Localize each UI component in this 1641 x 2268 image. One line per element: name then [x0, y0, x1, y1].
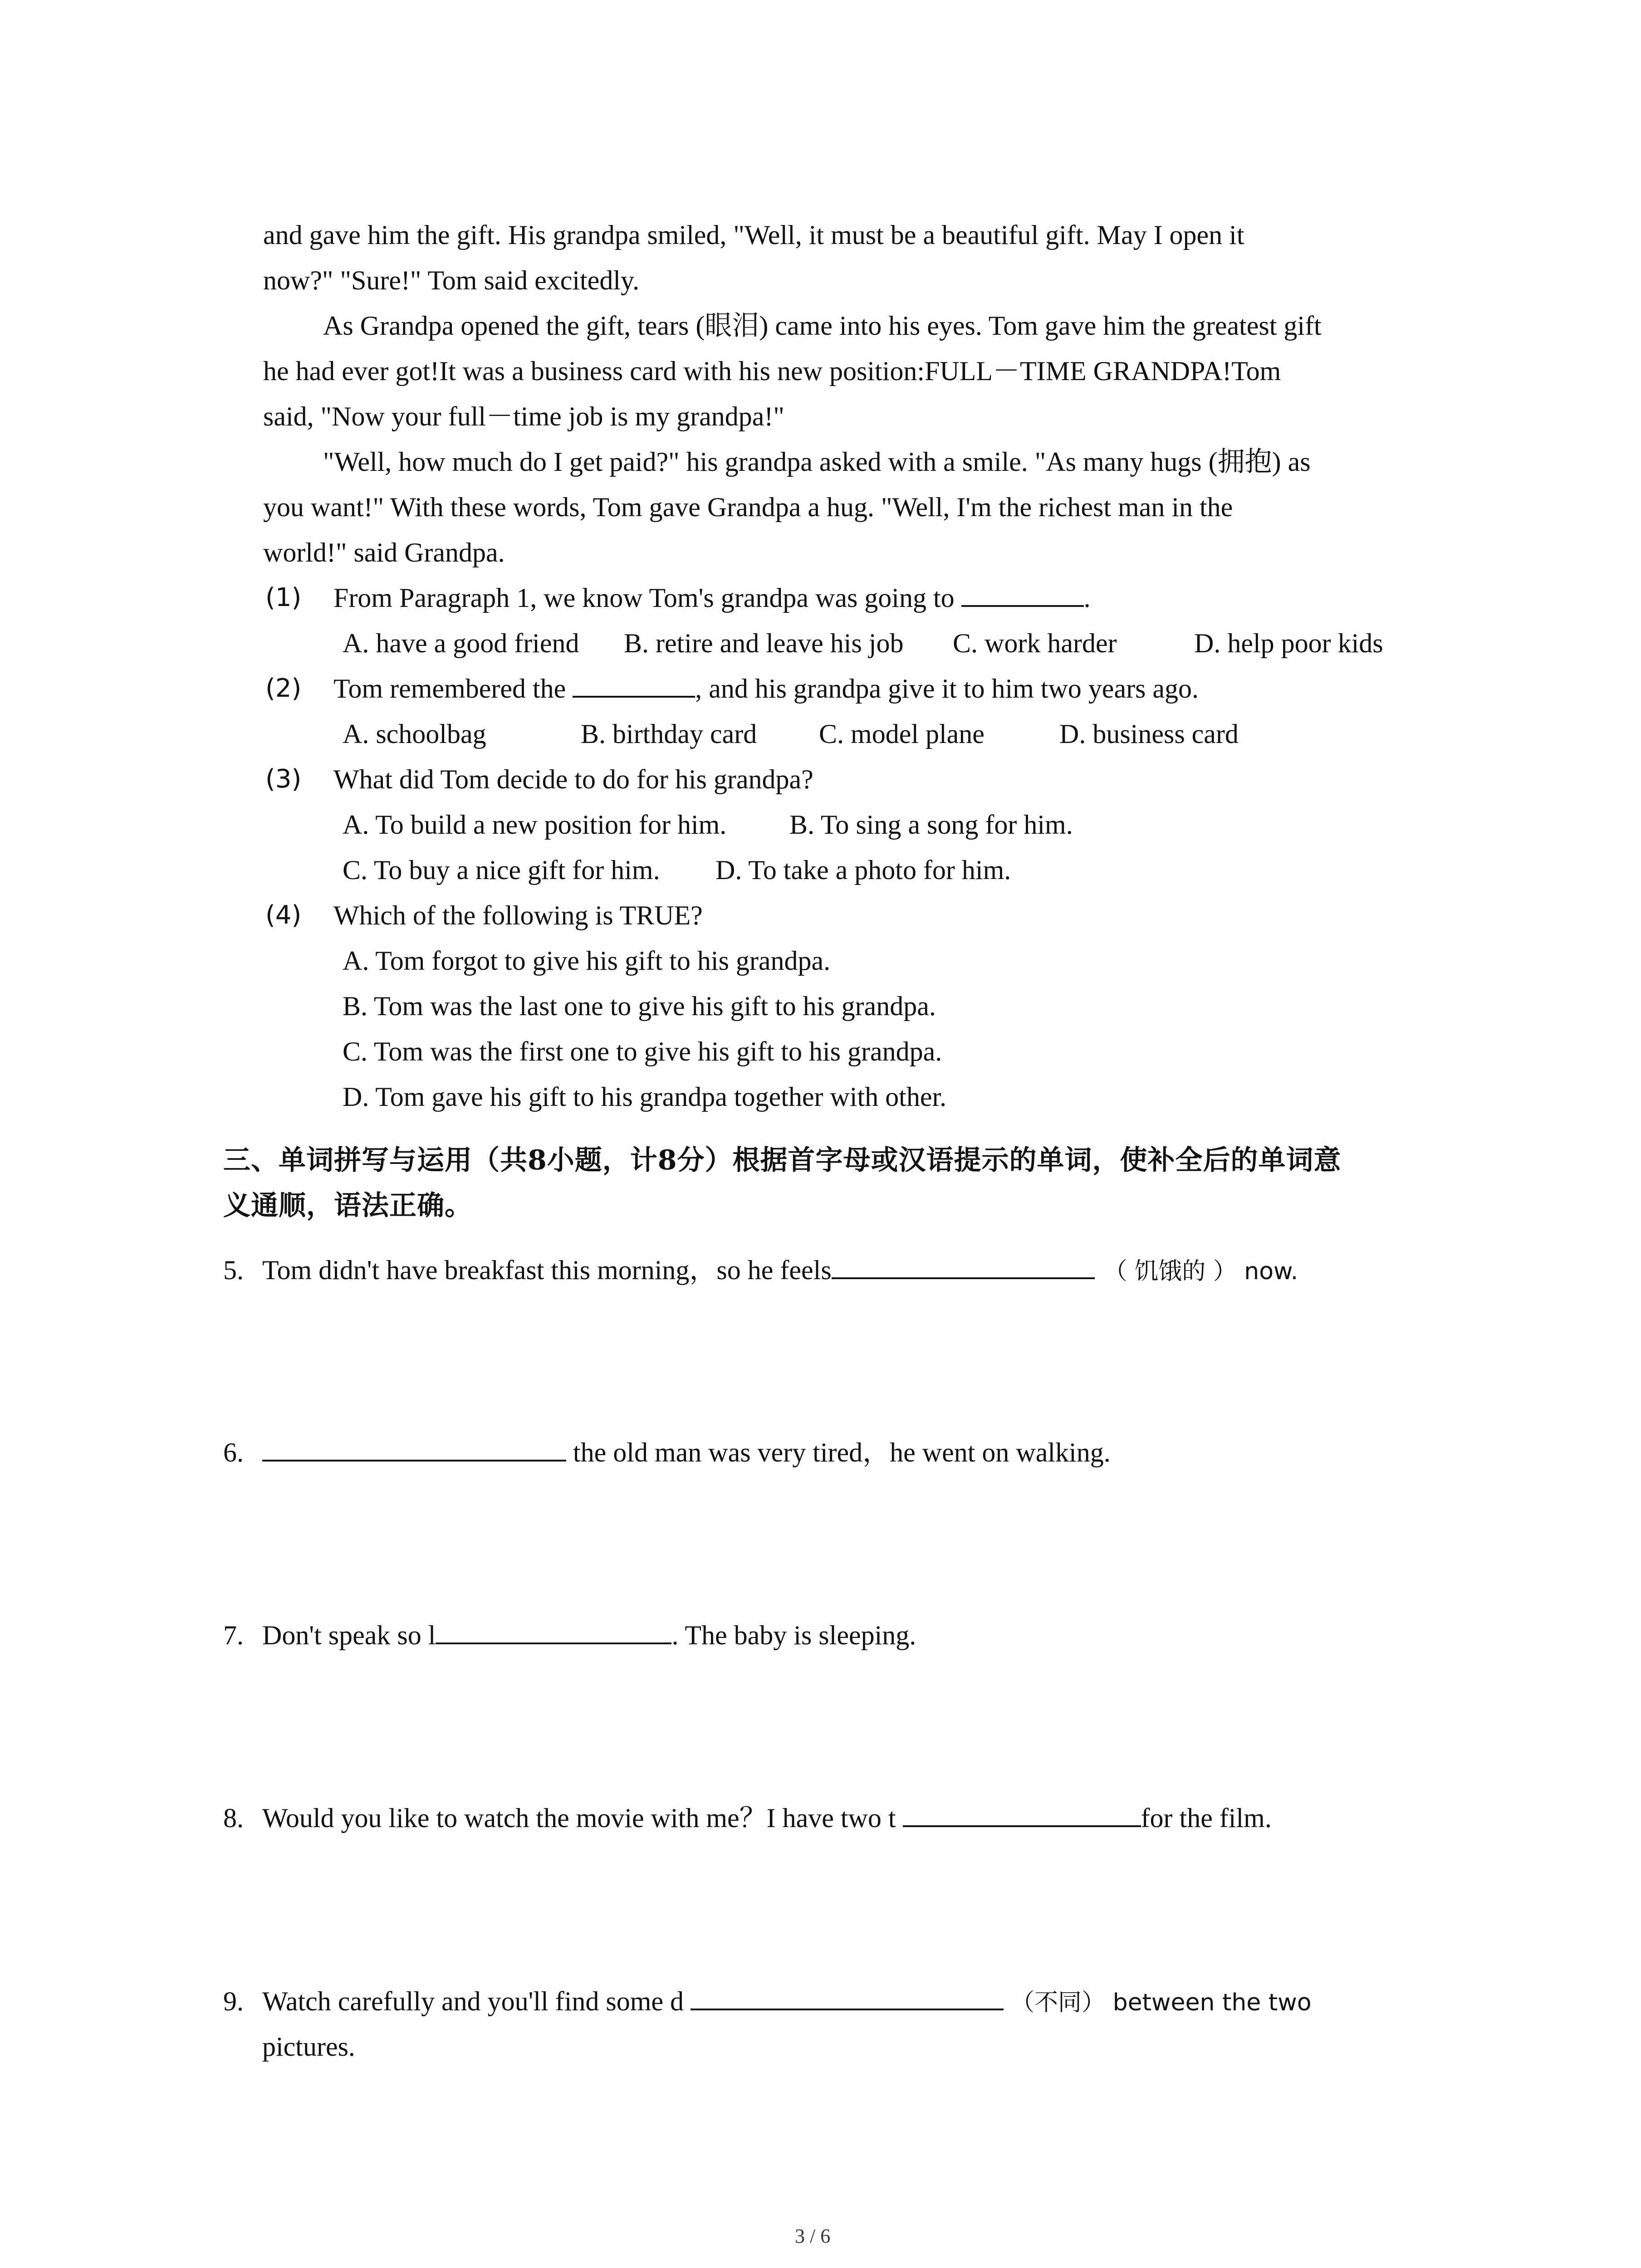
item-number: 8.	[223, 1803, 244, 1833]
option[interactable]: D. Tom gave his gift to his grandpa together with other.	[343, 1082, 947, 1112]
page-number: 3 / 6	[795, 2225, 831, 2247]
option[interactable]: A. Tom forgot to give his gift to his grandpa.	[343, 946, 831, 976]
option[interactable]: C. Tom was the first one to give his gift to his grandpa.	[343, 1036, 942, 1066]
passage-line: and gave him the gift. His grandpa smiled, "Well, it must be a beautiful gift. May I open it	[263, 220, 1244, 250]
passage-line: he had ever got!It was a business card with his new position:FULL－TIME GRANDPA!Tom	[263, 356, 1281, 386]
fill-item: 9. Watch carefully and you'll find some d （不同） between the two	[223, 1979, 1319, 2025]
fill-item: 7. Don't speak so l . The baby is sleeping.	[223, 1613, 916, 1658]
question-stem: Which of the following is TRUE?	[333, 900, 703, 930]
fill-item: 6. the old man was very tired，he went on walking.	[223, 1430, 1111, 1475]
item-number: 7.	[223, 1620, 244, 1650]
fill-item-continuation: pictures.	[262, 2032, 355, 2062]
option[interactable]: B. To sing a song for him.	[789, 810, 1073, 840]
option[interactable]: A. have a good friend	[343, 628, 579, 658]
passage-line: said, "Now your full－time job is my grandpa!"	[263, 401, 784, 431]
option[interactable]: A. schoolbag	[343, 719, 486, 749]
option[interactable]: C. model plane	[819, 719, 985, 749]
answer-blank[interactable]	[903, 1802, 1141, 1827]
fill-item: 5. Tom didn't have breakfast this morning，so he feels （ 饥饿的 ） now.	[223, 1247, 1298, 1294]
question-number: (3)	[265, 764, 302, 794]
answer-blank[interactable]	[262, 1436, 566, 1461]
option[interactable]: A. To build a new position for him.	[343, 810, 727, 840]
passage-line: now?" "Sure!" Tom said excitedly.	[263, 265, 640, 295]
option[interactable]: D. To take a photo for him.	[715, 855, 1011, 885]
question-stem: Tom remembered the , and his grandpa give it to him two years ago.	[333, 666, 1199, 711]
section-heading: 三、单词拼写与运用（共8小题，计8分）根据首字母或汉语提示的单词，使补全后的单词意	[223, 1144, 1342, 1176]
section-heading: 义通顺，语法正确。	[223, 1190, 472, 1222]
option[interactable]: D. help poor kids	[1194, 628, 1383, 658]
passage-line: As Grandpa opened the gift, tears (眼泪) came into his eyes. Tom gave him the greatest gift	[323, 311, 1322, 341]
option[interactable]: B. birthday card	[581, 719, 757, 749]
option[interactable]: B. Tom was the last one to give his gift to his grandpa.	[343, 991, 936, 1021]
answer-blank[interactable]	[832, 1254, 1095, 1279]
option[interactable]: B. retire and leave his job	[624, 628, 904, 658]
item-number: 5.	[223, 1255, 244, 1285]
question-stem: What did Tom decide to do for his grandpa?	[333, 764, 813, 794]
question-number: (1)	[265, 583, 302, 612]
option[interactable]: C. work harder	[953, 628, 1117, 658]
option[interactable]: C. To buy a nice gift for him.	[343, 855, 660, 885]
passage-line: world!" said Grandpa.	[263, 538, 505, 567]
answer-blank[interactable]	[436, 1619, 671, 1644]
passage-line: you want!" With these words, Tom gave Grandpa a hug. "Well, I'm the richest man in the	[263, 492, 1233, 522]
question-number: (2)	[265, 674, 302, 703]
question-stem: From Paragraph 1, we know Tom's grandpa was going to .	[333, 575, 1091, 621]
question-number: (4)	[265, 900, 302, 930]
passage-line: "Well, how much do I get paid?" his grandpa asked with a smile. "As many hugs (拥抱) as	[323, 447, 1311, 477]
answer-blank[interactable]	[573, 672, 695, 698]
answer-blank[interactable]	[961, 582, 1084, 607]
item-number: 9.	[223, 1986, 244, 2016]
item-number: 6.	[223, 1437, 244, 1467]
answer-blank[interactable]	[691, 1985, 1004, 2010]
fill-item: 8. Would you like to watch the movie with me？I have two t for the film.	[223, 1795, 1272, 1841]
option[interactable]: D. business card	[1059, 719, 1239, 749]
